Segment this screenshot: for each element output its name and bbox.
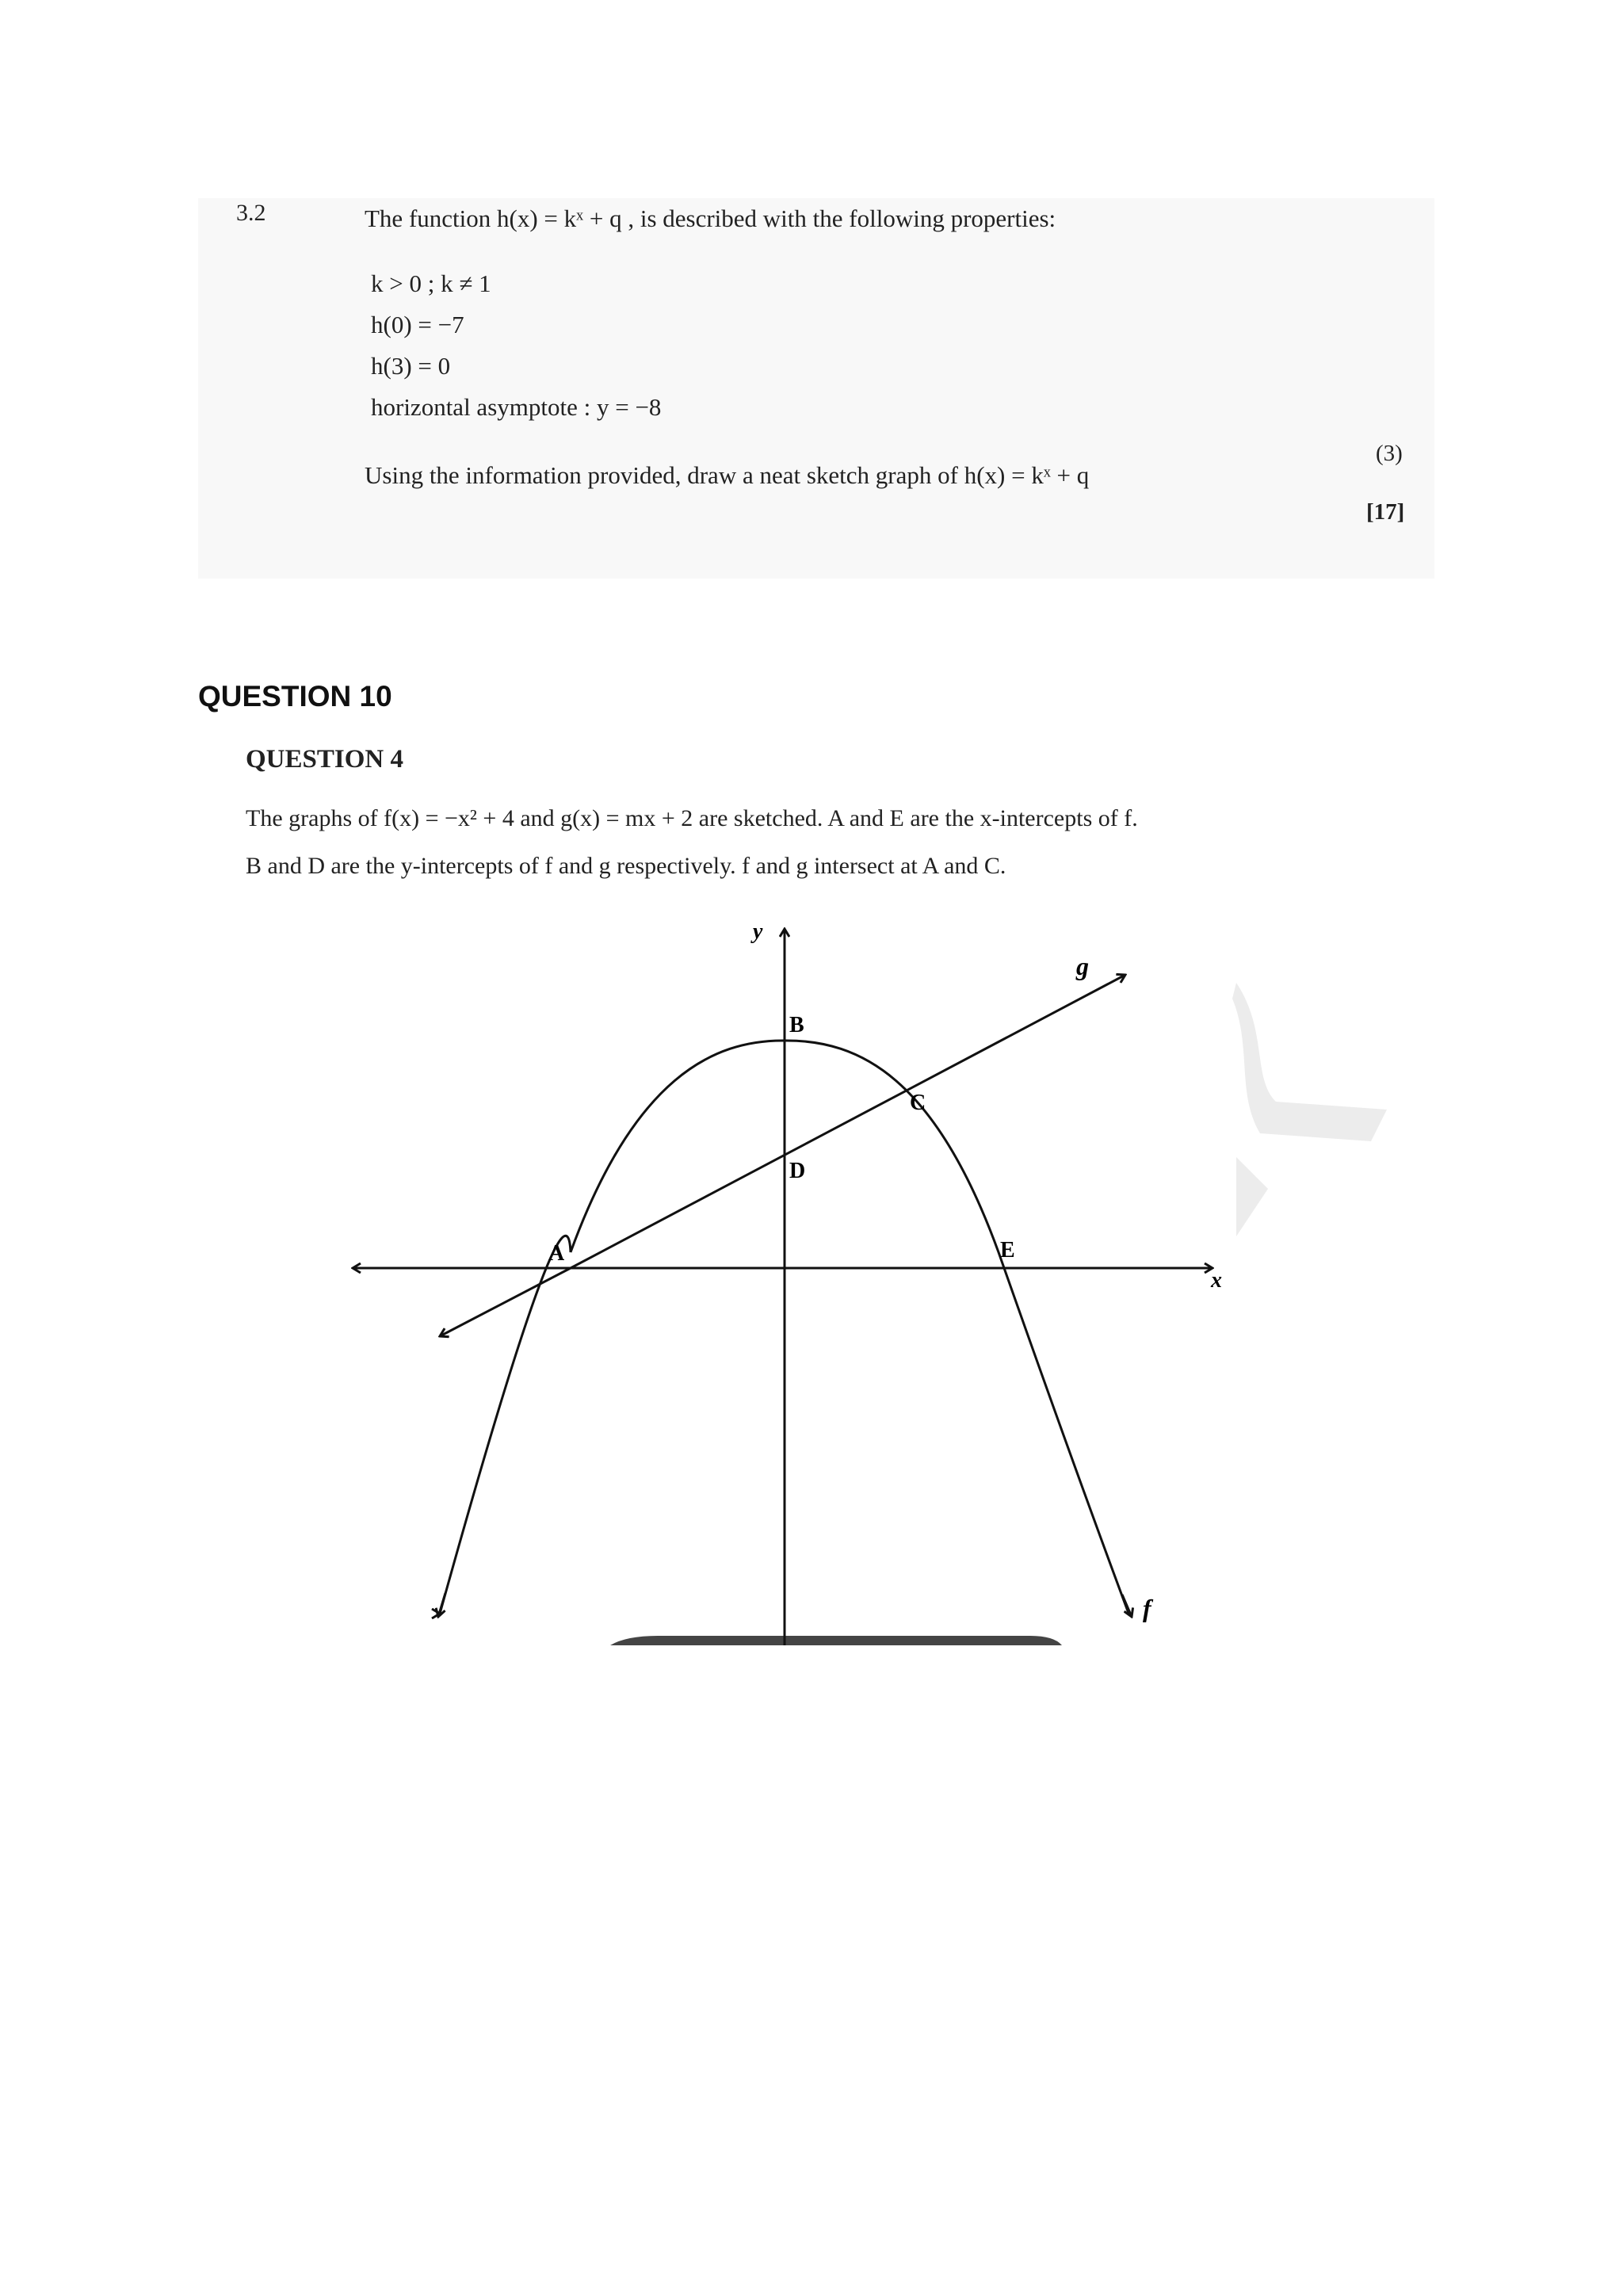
parabola-f-left-arrow	[438, 1593, 445, 1617]
question-number: 3.2	[236, 200, 266, 226]
f-label: f	[1143, 1594, 1151, 1622]
question-4-text-line-1: The graphs of f(x) = −x² + 4 and g(x) = mx + 2 are sketched. A and E are the x-intercepts of f.	[246, 805, 1138, 831]
point-d-label: D	[789, 1159, 806, 1183]
question-intro: The function h(x) = kˣ + q , is described with the following properties:	[365, 204, 1056, 232]
property-asymptote: horizontal asymptote : y = −8	[371, 393, 662, 421]
g-label: g	[1076, 952, 1089, 980]
point-e-label: E	[1000, 1238, 1015, 1263]
watermark-shape	[1236, 1157, 1268, 1236]
parabola-f-right-arrow	[1122, 1595, 1132, 1617]
question-4-heading: QUESTION 4	[246, 745, 403, 774]
question-4-text-line-2: B and D are the y-intercepts of f and g respectively. f and g intersect at A and C.	[246, 853, 1006, 879]
bottom-bar	[610, 1636, 1062, 1645]
point-c-label: C	[910, 1091, 926, 1115]
point-b-label: B	[789, 1013, 804, 1037]
property-h-of-0: h(0) = −7	[371, 311, 464, 338]
marks-allocation: (3)	[1376, 441, 1403, 466]
question-instruction: Using the information provided, draw a neat sketch graph of h(x) = kˣ + q	[365, 461, 1090, 489]
x-axis-label: x	[1211, 1268, 1222, 1293]
property-h-of-3: h(3) = 0	[371, 352, 451, 380]
line-g-lower	[440, 1268, 571, 1336]
y-axis-label: y	[753, 919, 763, 944]
question-10-heading: QUESTION 10	[198, 680, 392, 712]
watermark-shape	[1232, 983, 1387, 1141]
total-marks: [17]	[1366, 499, 1405, 525]
line-g-upper	[571, 975, 1125, 1268]
point-a-label: A	[548, 1241, 565, 1266]
property-k-range: k > 0 ; k ≠ 1	[371, 269, 491, 297]
